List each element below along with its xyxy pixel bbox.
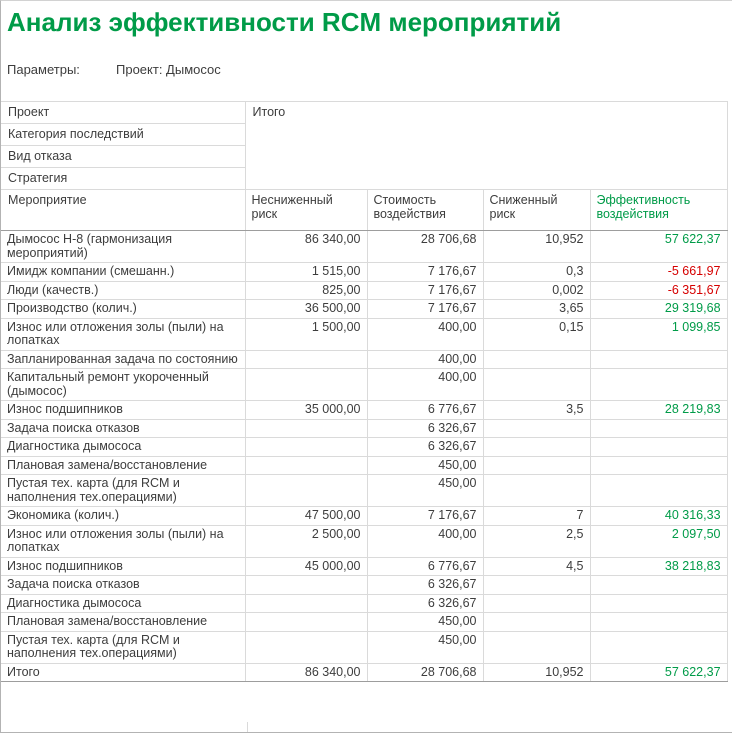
impact-cost-value: 6 326,67 [367,419,483,438]
row-label: Задача поиска отказов [1,419,245,438]
reduced-risk-value [483,438,590,457]
row-label: Диагностика дымососа [1,438,245,457]
effectiveness-value: 28 219,83 [590,401,727,420]
impact-cost-value: 6 776,67 [367,557,483,576]
table-row [1,557,727,576]
header-row-project [1,102,727,124]
reduced-risk-value: 3,65 [483,300,590,319]
effectiveness-value [590,438,727,457]
effectiveness-value: 2 097,50 [590,525,727,557]
reduced-risk-value: 2,5 [483,525,590,557]
unreduced-risk-value [245,456,367,475]
reduced-risk-value [483,475,590,507]
effectiveness-value [590,613,727,632]
row-label: Износ или отложения золы (пыли) на лопатках [1,525,245,557]
row-label: Имидж компании (смешанн.) [1,263,245,282]
unreduced-risk-value: 1 515,00 [245,263,367,282]
impact-cost-value: 400,00 [367,369,483,401]
reduced-risk-value [483,419,590,438]
row-label: Дымосос Н-8 (гармонизация мероприятий) [1,231,245,263]
effectiveness-value [590,475,727,507]
effectiveness-value [590,631,727,663]
impact-cost-value: 7 176,67 [367,507,483,526]
reduced-risk-value: 4,5 [483,557,590,576]
reduced-risk-value: 0,15 [483,318,590,350]
table-row [1,419,727,438]
impact-cost-value: 6 326,67 [367,576,483,595]
impact-cost-value: 6 776,67 [367,401,483,420]
unreduced-risk-value: 2 500,00 [245,525,367,557]
impact-cost-value: 6 326,67 [367,438,483,457]
row-header-failure-mode: Вид отказа [1,146,245,168]
impact-cost-value: 7 176,67 [367,300,483,319]
total-row [1,663,727,682]
effectiveness-value: 38 218,83 [590,557,727,576]
column-header-impact-cost: Стоимость воздействия [367,190,483,231]
table-row [1,401,727,420]
report-parameters [7,62,732,77]
unreduced-risk-value [245,576,367,595]
row-label: Пустая тех. карта (для RCM и наполнения тех.операциями) [1,475,245,507]
report-title: Анализ эффективности RCM мероприятий [7,7,562,37]
reduced-risk-value: 0,3 [483,263,590,282]
effectiveness-value: 1 099,85 [590,318,727,350]
impact-cost-value: 400,00 [367,318,483,350]
reduced-risk-value: 10,952 [483,231,590,263]
unreduced-risk-value: 1 500,00 [245,318,367,350]
row-label: Экономика (колич.) [1,507,245,526]
impact-cost-value: 450,00 [367,456,483,475]
total-reduced-risk-value: 10,952 [483,663,590,682]
impact-cost-value: 400,00 [367,350,483,369]
unreduced-risk-value [245,438,367,457]
unreduced-risk-value: 86 340,00 [245,231,367,263]
impact-cost-value: 6 326,67 [367,594,483,613]
effectiveness-value [590,594,727,613]
total-row-label: Итого [1,663,245,682]
table-row [1,231,727,263]
unreduced-risk-value [245,631,367,663]
table-row [1,613,727,632]
row-label: Плановая замена/восстановление [1,456,245,475]
column-header-unreduced-risk: Несниженный риск [245,190,367,231]
params-label: Параметры: [7,62,80,77]
impact-cost-value: 450,00 [367,475,483,507]
table-row [1,318,727,350]
unreduced-risk-value [245,419,367,438]
unreduced-risk-value [245,350,367,369]
table-row [1,438,727,457]
effectiveness-value [590,456,727,475]
report-table [1,101,728,682]
row-label: Запланированная задача по состоянию [1,350,245,369]
table-row [1,576,727,595]
row-label: Задача поиска отказов [1,576,245,595]
impact-cost-value: 7 176,67 [367,263,483,282]
column-header-effectiveness: Эффективность воздействия [590,190,727,231]
unreduced-risk-value: 45 000,00 [245,557,367,576]
table-row [1,594,727,613]
total-effectiveness-value: 57 622,37 [590,663,727,682]
reduced-risk-value [483,576,590,595]
column-gridline-continuation [247,722,248,732]
column-header-measure: Мероприятие [1,190,245,231]
unreduced-risk-value [245,475,367,507]
table-row [1,475,727,507]
reduced-risk-value [483,631,590,663]
unreduced-risk-value [245,613,367,632]
column-header-reduced-risk: Сниженный риск [483,190,590,231]
row-label: Пустая тех. карта (для RCM и наполнения тех.операциями) [1,631,245,663]
total-column-header: Итого [245,102,727,190]
reduced-risk-value: 0,002 [483,281,590,300]
table-row [1,507,727,526]
row-label: Производство (колич.) [1,300,245,319]
reduced-risk-value [483,456,590,475]
impact-cost-value: 450,00 [367,613,483,632]
effectiveness-value: 29 319,68 [590,300,727,319]
params-value: Проект: Дымосос [116,62,221,77]
effectiveness-value: -5 661,97 [590,263,727,282]
impact-cost-value: 400,00 [367,525,483,557]
reduced-risk-value [483,594,590,613]
impact-cost-value: 450,00 [367,631,483,663]
column-headers-row [1,190,727,231]
total-unreduced-risk-value: 86 340,00 [245,663,367,682]
row-label: Износ подшипников [1,401,245,420]
reduced-risk-value [483,350,590,369]
reduced-risk-value: 7 [483,507,590,526]
row-label: Люди (качеств.) [1,281,245,300]
table-row [1,263,727,282]
effectiveness-value: 57 622,37 [590,231,727,263]
reduced-risk-value [483,369,590,401]
impact-cost-value: 28 706,68 [367,231,483,263]
table-body [1,231,727,664]
reduced-risk-value: 3,5 [483,401,590,420]
table-row [1,525,727,557]
unreduced-risk-value [245,369,367,401]
effectiveness-value [590,419,727,438]
reduced-risk-value [483,613,590,632]
row-label: Износ подшипников [1,557,245,576]
row-label: Диагностика дымососа [1,594,245,613]
table-row [1,300,727,319]
row-header-consequence-category: Категория последствий [1,124,245,146]
impact-cost-value: 7 176,67 [367,281,483,300]
total-impact-cost-value: 28 706,68 [367,663,483,682]
row-header-strategy: Стратегия [1,168,245,190]
effectiveness-value [590,369,727,401]
table-row [1,350,727,369]
row-label: Износ или отложения золы (пыли) на лопатках [1,318,245,350]
unreduced-risk-value: 35 000,00 [245,401,367,420]
table-row [1,631,727,663]
table-row [1,456,727,475]
row-header-project: Проект [1,102,245,124]
unreduced-risk-value: 36 500,00 [245,300,367,319]
table-row [1,281,727,300]
unreduced-risk-value: 825,00 [245,281,367,300]
row-label: Капитальный ремонт укороченный (дымосос) [1,369,245,401]
table-row [1,369,727,401]
row-label: Плановая замена/восстановление [1,613,245,632]
unreduced-risk-value: 47 500,00 [245,507,367,526]
unreduced-risk-value [245,594,367,613]
effectiveness-value: 40 316,33 [590,507,727,526]
effectiveness-value [590,576,727,595]
effectiveness-value: -6 351,67 [590,281,727,300]
effectiveness-value [590,350,727,369]
